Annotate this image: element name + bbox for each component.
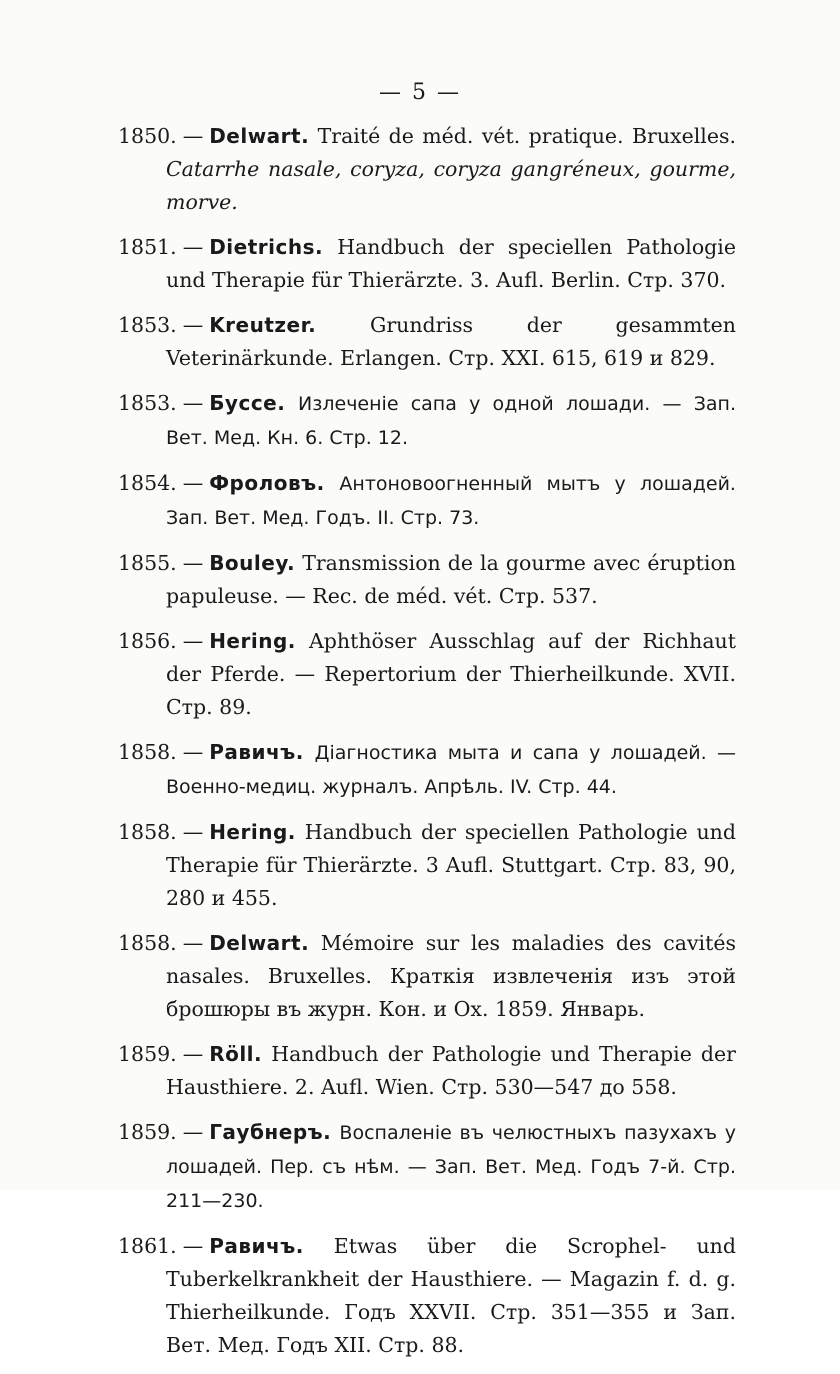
bibliography-entry: 1854. — Фроловъ. Антоновоогненный мытъ у лошадей. Зап. Вет. Мед. Годъ. II. Стр. 73.	[118, 471, 736, 529]
bibliography-entry: 1861. — Равичъ. Etwas über die Scrophel- und Tuberkelkrankheit der Hausthiere. — Magazin f. d. g. Thierheilkunde. Годъ XXVII. Стр. 351—355 и Зап. Вет. Мед. Годъ XII. Стр. 88.	[118, 1234, 736, 1357]
entry-author: Dietrichs.	[209, 235, 324, 259]
entry-text: Mémoire sur les maladies des cavités nasales. Bruxelles. Краткія извлеченія изъ этой брошюры въ журн. Кон. и Ох. 1859. Январь.	[166, 931, 736, 1021]
entry-author: Röll.	[209, 1042, 263, 1066]
entry-year: 1861.	[118, 1234, 177, 1258]
entry-text: Traité de méd. vét. pratique. Bruxelles.	[317, 124, 736, 148]
entry-year: 1856.	[118, 629, 177, 653]
entry-author: Буссе.	[209, 391, 286, 415]
entry-year: 1853.	[118, 313, 177, 337]
page-number: — 5 —	[379, 80, 461, 105]
entry-text: Transmission de la gourme avec éruption papuleuse. — Rec. de méd. vét. Стр. 537.	[166, 551, 736, 608]
entry-year: 1858.	[118, 740, 177, 764]
entry-italic-text: Catarrhe nasale, coryza, coryza gangréneux, gourme, morve.	[166, 157, 736, 214]
bibliography-entry: 1858. — Равичъ. Діагностика мыта и сапа у лошадей. — Военно-медиц. журналъ. Апрѣль. IV. Стр. 44.	[118, 740, 736, 798]
entry-year: 1858.	[118, 931, 177, 955]
entry-text: Handbuch der speciellen Pathologie und Therapie für Thierärzte. 3. Aufl. Berlin. Стр. 370.	[166, 235, 736, 292]
entry-year: 1851.	[118, 235, 177, 259]
entry-year: 1854.	[118, 471, 177, 495]
entry-text: Излеченіе сапа у одной лошади. — Зап. Вет. Мед. Кн. 6. Стр. 12.	[166, 393, 736, 449]
entry-author: Hering.	[209, 629, 296, 653]
entry-text: Антоновоогненный мытъ у лошадей. Зап. Вет. Мед. Годъ. II. Стр. 73.	[166, 473, 736, 529]
entry-year: 1853.	[118, 391, 177, 415]
entry-year: 1855.	[118, 551, 177, 575]
entry-text: Grundriss der gesammten Veterinärkunde. Erlangen. Стр. XXI. 615, 619 и 829.	[166, 313, 736, 370]
entry-author: Delwart.	[209, 931, 310, 955]
entry-author: Bouley.	[209, 551, 296, 575]
bibliography-entry: 1855. — Bouley. Transmission de la gourme avec éruption papuleuse. — Rec. de méd. vét. Стр. 537.	[118, 551, 736, 608]
entry-author: Hering.	[209, 820, 296, 844]
entry-author: Фроловъ.	[209, 471, 325, 495]
entry-year: 1850.	[118, 124, 177, 148]
entry-text: Handbuch der speciellen Pathologie und Therapie für Thierärzte. 3 Aufl. Stuttgart. Стр. 83, 90, 280 и 455.	[166, 820, 736, 910]
bibliography-entry: 1850. — Delwart. Traité de méd. vét. pratique. Bruxelles. Catarrhe nasale, coryza, coryza gangréneux, gourme, morve.	[118, 124, 736, 214]
bibliography-list	[118, 120, 736, 1374]
entry-text: Handbuch der Pathologie und Therapie der Hausthiere. 2. Aufl. Wien. Стр. 530—547 до 558.	[166, 1042, 736, 1099]
entry-author: Равичъ.	[209, 1234, 304, 1258]
bibliography-entry: 1859. — Röll. Handbuch der Pathologie und Therapie der Hausthiere. 2. Aufl. Wien. Стр. 530—547 до 558.	[118, 1042, 736, 1099]
entry-author: Delwart.	[209, 124, 310, 148]
bibliography-entry: 1858. — Delwart. Mémoire sur les maladies des cavités nasales. Bruxelles. Краткія извлеченія изъ этой брошюры въ журн. Кон. и Ох. 1859. Январь.	[118, 931, 736, 1021]
entry-author: Равичъ.	[209, 740, 304, 764]
bibliography-entry: 1853. — Буссе. Излеченіе сапа у одной лошади. — Зап. Вет. Мед. Кн. 6. Стр. 12.	[118, 391, 736, 449]
entry-text: Діагностика мыта и сапа у лошадей. — Военно-медиц. журналъ. Апрѣль. IV. Стр. 44.	[166, 742, 736, 798]
entry-year: 1859.	[118, 1042, 177, 1066]
entry-year: 1858.	[118, 820, 177, 844]
bibliography-entry: 1853. — Kreutzer. Grundriss der gesammten Veterinärkunde. Erlangen. Стр. XXI. 615, 619 и 829.	[118, 313, 736, 370]
entry-year: 1859.	[118, 1120, 177, 1144]
entry-author: Kreutzer.	[209, 313, 317, 337]
bibliography-entry: 1858. — Hering. Handbuch der speciellen Pathologie und Therapie für Thierärzte. 3 Aufl. Stuttgart. Стр. 83, 90, 280 и 455.	[118, 820, 736, 910]
bibliography-entry: 1851. — Dietrichs. Handbuch der speciellen Pathologie und Therapie für Thierärzte. 3. Aufl. Berlin. Стр. 370.	[118, 235, 736, 292]
entry-author: Гаубнеръ.	[209, 1120, 332, 1144]
entry-text: Aphthöser Ausschlag auf der Richhaut der Pferde. — Repertorium der Thierheilkunde. XVII. Стр. 89.	[166, 629, 736, 719]
entry-text: Etwas über die Scrophel- und Tuberkelkrankheit der Hausthiere. — Magazin f. d. g. Thierheilkunde. Годъ XXVII. Стр. 351—355 и Зап. Вет. Мед. Годъ XII. Стр. 88.	[166, 1234, 736, 1357]
bibliography-entry: 1856. — Hering. Aphthöser Ausschlag auf der Richhaut der Pferde. — Repertorium der Thierheilkunde. XVII. Стр. 89.	[118, 629, 736, 719]
entry-text: Воспаленіе въ челюстныхъ пазухахъ у лошадей. Пер. съ нѣм. — Зап. Вет. Мед. Годъ 7-й. Стр. 211—230.	[166, 1122, 736, 1212]
bibliography-entry: 1859. — Гаубнеръ. Воспаленіе въ челюстныхъ пазухахъ у лошадей. Пер. съ нѣм. — Зап. Вет. Мед. Годъ 7-й. Стр. 211—230.	[118, 1120, 736, 1212]
